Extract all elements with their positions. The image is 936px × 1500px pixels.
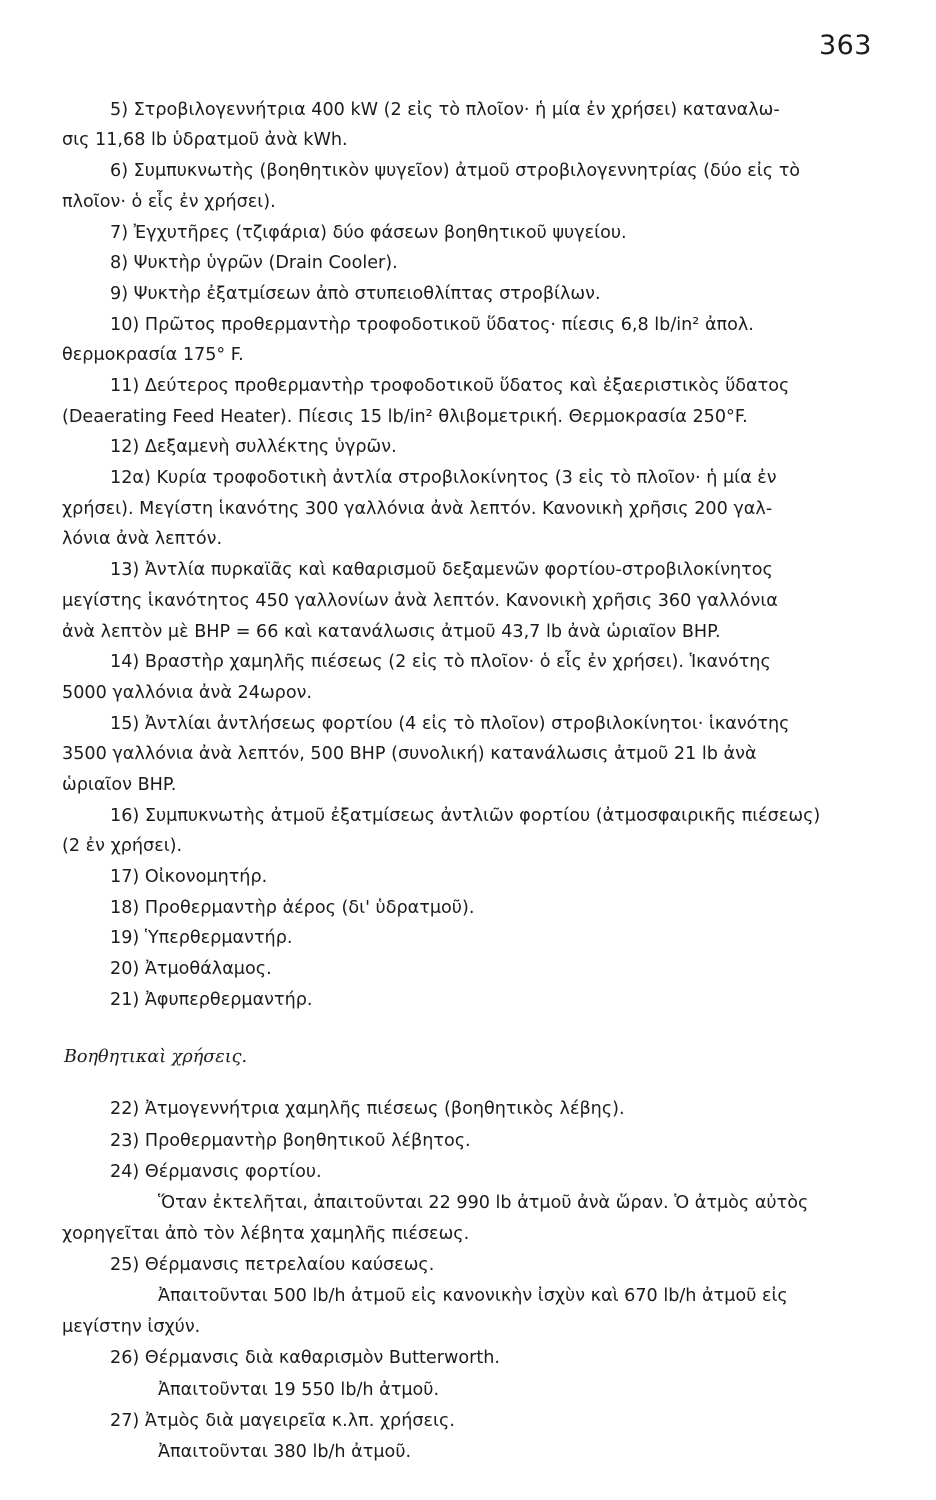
- line-26: 26) Θέρμανσις διὰ καθαρισμὸν Butterworth.: [110, 1348, 501, 1368]
- line-12a-cont2: λόνια ἀνὰ λεπτόν.: [62, 529, 223, 549]
- line-19: 19) Ὑπερθερμαντήρ.: [110, 928, 293, 948]
- line-12a-cont: χρήσει). Μεγίστη ἱκανότης 300 γαλλόνια ἀνὰ λεπτόν. Κανονικὴ χρῆσις 200 γαλ-: [62, 499, 773, 519]
- page-number: 363: [818, 30, 872, 61]
- line-6-cont: πλοῖον· ὁ εἷς ἐν χρήσει).: [62, 192, 276, 212]
- line-6: 6) Συμπυκνωτὴς (βοηθητικὸν ψυγεῖον) ἀτμοῦ στροβιλογεννητρίας (δύο εἰς τὸ: [110, 161, 801, 181]
- line-25-text: Ἀπαιτοῦνται 500 lb/h ἀτμοῦ εἰς κανονικὴν ἰσχὺν καὶ 670 lb/h ἀτμοῦ εἰς: [158, 1286, 788, 1306]
- line-22: 22) Ἀτμογεννήτρια χαμηλῆς πιέσεως (βοηθητικὸς λέβης).: [110, 1099, 625, 1119]
- line-5-cont: σις 11,68 lb ὑδρατμοῦ ἀνὰ kWh.: [62, 130, 348, 150]
- line-17: 17) Οἰκονομητήρ.: [110, 867, 268, 887]
- line-24-text: Ὅταν ἐκτελῆται, ἀπαιτοῦνται 22 990 lb ἀτμοῦ ἀνὰ ὥραν. Ὁ ἀτμὸς αὐτὸς: [158, 1193, 809, 1213]
- line-23: 23) Προθερμαντὴρ βοηθητικοῦ λέβητος.: [110, 1131, 471, 1151]
- line-15-cont2: ὡριαῖον BHP.: [62, 775, 177, 795]
- line-18: 18) Προθερμαντὴρ ἀέρος (δι' ὑδρατμοῦ).: [110, 898, 475, 918]
- line-5: 5) Στροβιλογεννήτρια 400 kW (2 εἰς τὸ πλοῖον· ἡ μία ἐν χρήσει) καταναλω-: [110, 100, 780, 120]
- line-25-cont: μεγίστην ἰσχύν.: [62, 1317, 201, 1337]
- line-11-cont: (Deaerating Feed Heater). Πίεσις 15 lb/in² θλιβομετρική. Θερμοκρασία 250°F.: [62, 407, 748, 427]
- line-27: 27) Ἀτμὸς διὰ μαγειρεῖα κ.λπ. χρήσεις.: [110, 1411, 455, 1431]
- line-13-cont2: ἀνὰ λεπτὸν μὲ BHP = 66 καὶ κατανάλωσις ἀτμοῦ 43,7 lb ἀνὰ ὡριαῖον BHP.: [62, 622, 721, 642]
- line-15: 15) Ἀντλίαι ἀντλήσεως φορτίου (4 εἰς τὸ πλοῖον) στροβιλοκίνητοι· ἱκανότης: [110, 714, 790, 734]
- line-20: 20) Ἀτμοθάλαμος.: [110, 959, 272, 979]
- line-14-cont: 5000 γαλλόνια ἀνὰ 24ωρον.: [62, 683, 313, 703]
- line-9: 9) Ψυκτὴρ ἐξατμίσεων ἀπὸ στυπειοθλίπτας στροβίλων.: [110, 284, 601, 304]
- line-14: 14) Βραστὴρ χαμηλῆς πιέσεως (2 εἰς τὸ πλοῖον· ὁ εἷς ἐν χρήσει). Ἱκανότης: [110, 652, 771, 672]
- line-7: 7) Ἐγχυτῆρες (τζιφάρια) δύο φάσεων βοηθητικοῦ ψυγείου.: [110, 223, 627, 243]
- line-13-cont: μεγίστης ἱκανότητος 450 γαλλονίων ἀνὰ λεπτόν. Κανονικὴ χρῆσις 360 γαλλόνια: [62, 591, 778, 611]
- line-16: 16) Συμπυκνωτὴς ἀτμοῦ ἐξατμίσεως ἀντλιῶν φορτίου (ἀτμοσφαιρικῆς πιέσεως): [110, 806, 821, 826]
- line-10-cont: θερμοκρασία 175° F.: [62, 345, 244, 365]
- line-27-text: Ἀπαιτοῦνται 380 lb/h ἀτμοῦ.: [158, 1442, 412, 1462]
- line-15-cont: 3500 γαλλόνια ἀνὰ λεπτόν, 500 BHP (συνολική) κατανάλωσις ἀτμοῦ 21 lb ἀνὰ: [62, 744, 757, 764]
- line-12a: 12α) Κυρία τροφοδοτικὴ ἀντλία στροβιλοκίνητος (3 εἰς τὸ πλοῖον· ἡ μία ἐν: [110, 468, 777, 488]
- line-10: 10) Πρῶτος προθερμαντὴρ τροφοδοτικοῦ ὕδατος· πίεσις 6,8 lb/in² ἀπολ.: [110, 315, 754, 335]
- line-11: 11) Δεύτερος προθερμαντὴρ τροφοδοτικοῦ ὕδατος καὶ ἐξαεριστικὸς ὕδατος: [110, 376, 790, 396]
- line-12: 12) Δεξαμενὴ συλλέκτης ὑγρῶν.: [110, 437, 397, 457]
- line-24-cont: χορηγεῖται ἀπὸ τὸν λέβητα χαμηλῆς πιέσεως.: [62, 1224, 470, 1244]
- section-heading: Βοηθητικαὶ χρήσεις.: [64, 1047, 248, 1067]
- line-13: 13) Ἀντλία πυρκαϊᾶς καὶ καθαρισμοῦ δεξαμενῶν φορτίου-στροβιλοκίνητος: [110, 560, 773, 580]
- line-26-text: Ἀπαιτοῦνται 19 550 lb/h ἀτμοῦ.: [158, 1380, 440, 1400]
- line-21: 21) Ἀφυπερθερμαντήρ.: [110, 990, 313, 1010]
- line-8: 8) Ψυκτὴρ ὑγρῶν (Drain Cooler).: [110, 253, 398, 273]
- line-24: 24) Θέρμανσις φορτίου.: [110, 1162, 322, 1182]
- line-16-cont: (2 ἐν χρήσει).: [62, 836, 183, 856]
- line-25: 25) Θέρμανσις πετρελαίου καύσεως.: [110, 1255, 435, 1275]
